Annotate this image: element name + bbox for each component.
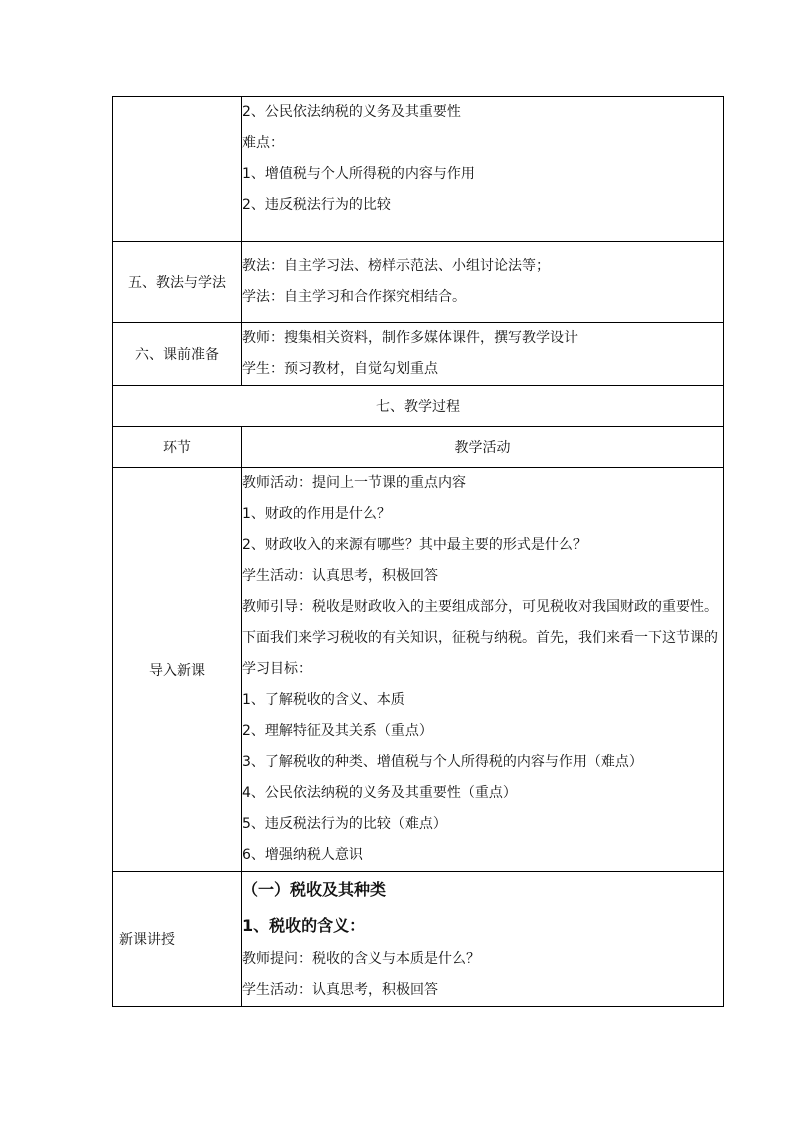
- student-prep-line: 学生：预习教材，自觉勾划重点: [242, 361, 438, 377]
- objective-line: 1、了解税收的含义、本质: [242, 692, 405, 708]
- header-activity: 教学活动: [242, 427, 724, 468]
- intro-row: [113, 468, 724, 872]
- new-lesson-line: 学生活动：认真思考，积极回答: [242, 982, 438, 998]
- preparation-row: [113, 323, 724, 386]
- new-lesson-content: [242, 872, 724, 1007]
- intro-line: 1、财政的作用是什么？: [242, 506, 391, 522]
- section-heading: （一）税收及其种类: [242, 880, 387, 899]
- learning-method-line: 学法：自主学习和合作探究相结合。: [242, 289, 466, 305]
- objective-line: 3、了解税收的种类、增值税与个人所得税的内容与作用（难点）: [242, 754, 643, 770]
- process-title: 七、教学过程: [113, 386, 724, 427]
- methods-label: 五、教法与学法: [113, 242, 242, 323]
- intro-paragraph: 教师引导：税收是财政收入的主要组成部分，可见税收对我国财政的重要性。下面我们来学习税收的有关知识，征税与纳税。首先，我们来看一下这节课的学习目标：: [242, 599, 718, 677]
- difficulty-line: 1、增值税与个人所得税的内容与作用: [242, 166, 475, 182]
- teaching-method-line: 教法：自主学习法、榜样示范法、小组讨论法等；: [242, 258, 550, 274]
- process-header-row: [113, 427, 724, 468]
- subsection-heading: 1、税收的含义：: [242, 916, 366, 935]
- new-lesson-label: 新课讲授: [113, 872, 242, 1007]
- key-points-row: [113, 97, 724, 242]
- preparation-content: [242, 323, 724, 386]
- new-lesson-line: 教师提问：税收的含义与本质是什么？: [242, 951, 480, 967]
- key-points-left-cell: [113, 97, 242, 242]
- intro-content: [242, 468, 724, 872]
- key-point-line: 2、公民依法纳税的义务及其重要性: [242, 104, 461, 120]
- difficulty-line: 2、违反税法行为的比较: [242, 197, 391, 213]
- header-stage: 环节: [113, 427, 242, 468]
- methods-content: [242, 242, 724, 323]
- intro-line: 2、财政收入的来源有哪些？其中最主要的形式是什么？: [242, 537, 587, 553]
- difficulty-label: 难点：: [242, 135, 284, 151]
- process-title-row: [113, 386, 724, 427]
- objective-line: 4、公民依法纳税的义务及其重要性（重点）: [242, 785, 517, 801]
- teacher-prep-line: 教师：搜集相关资料，制作多媒体课件，撰写教学设计: [242, 330, 578, 346]
- methods-row: [113, 242, 724, 323]
- intro-line: 学生活动：认真思考，积极回答: [242, 568, 438, 584]
- key-points-content: [242, 97, 724, 242]
- intro-line: 教师活动：提问上一节课的重点内容: [242, 475, 466, 491]
- new-lesson-row: [113, 872, 724, 1007]
- objective-line: 2、理解特征及其关系（重点）: [242, 723, 433, 739]
- objective-line: 6、增强纳税人意识: [242, 847, 363, 863]
- intro-label: 导入新课: [113, 468, 242, 872]
- preparation-label: 六、课前准备: [113, 323, 242, 386]
- lesson-plan-table: [112, 96, 724, 1007]
- objective-line: 5、违反税法行为的比较（难点）: [242, 816, 447, 832]
